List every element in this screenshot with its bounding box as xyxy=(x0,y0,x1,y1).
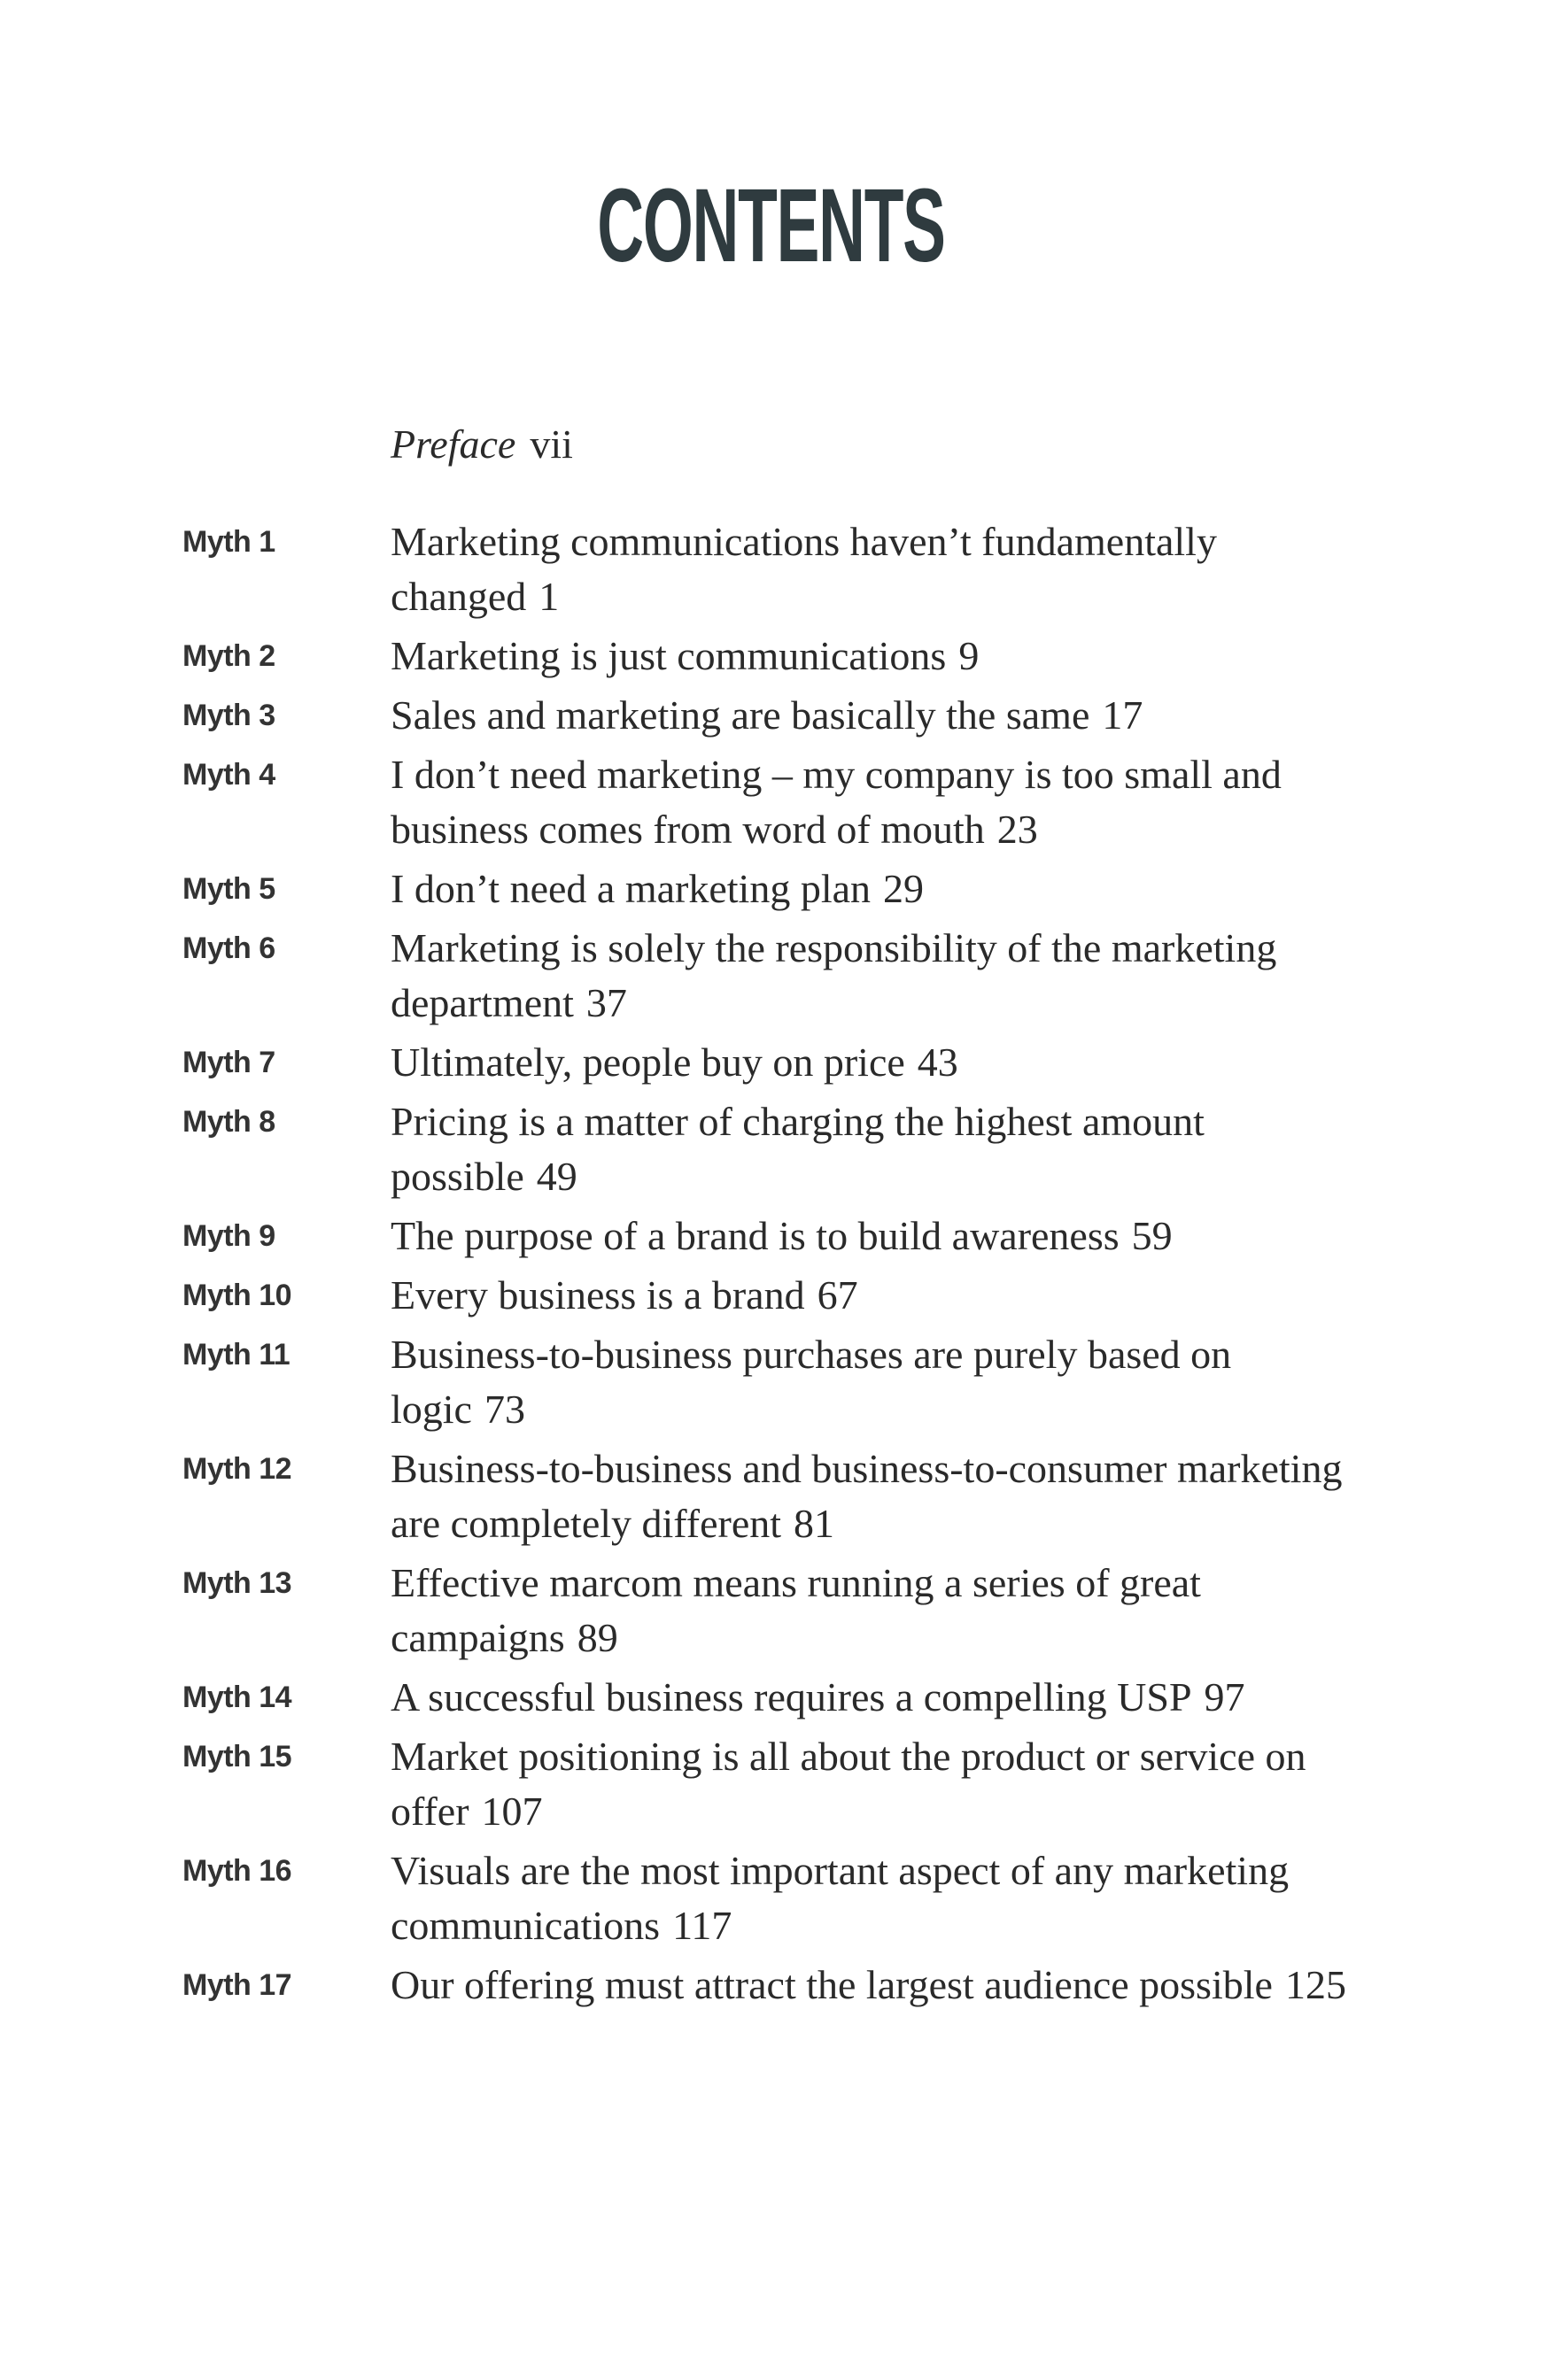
toc-entry xyxy=(182,514,1369,624)
entry-title: I don’t need marketing – my company is too small and business comes from word of mouth xyxy=(391,752,1282,852)
entry-title: The purpose of a brand is to build awareness xyxy=(391,1213,1120,1258)
toc-entry xyxy=(182,1035,1369,1090)
entry-title: Our offering must attract the largest audience possible xyxy=(391,1962,1273,2007)
preface-label: Preface xyxy=(391,421,516,467)
entry-title: Marketing is just communications xyxy=(391,633,947,678)
entry-page-number: 17 xyxy=(1102,692,1143,738)
entry-text xyxy=(391,1327,1356,1437)
preface-page: vii xyxy=(530,421,573,467)
entry-page-number: 117 xyxy=(672,1903,732,1948)
toc-entry xyxy=(182,688,1369,743)
toc-entry xyxy=(182,1327,1369,1437)
page-title xyxy=(0,167,1542,284)
toc-entry-preface xyxy=(391,417,573,472)
myth-label: Myth 13 xyxy=(182,1566,292,1600)
entry-text xyxy=(391,1094,1356,1204)
entry-text xyxy=(391,1035,1356,1090)
entry-page-number: 81 xyxy=(794,1501,835,1546)
entry-text xyxy=(391,1670,1356,1725)
entry-text xyxy=(391,629,1356,684)
toc-entry xyxy=(182,1094,1369,1204)
toc-entry xyxy=(182,1670,1369,1725)
page-title-text: CONTENTS xyxy=(597,167,945,284)
entry-text xyxy=(391,1729,1356,1839)
entry-title: Business-to-business and business-to-consumer marketing are completely different xyxy=(391,1446,1343,1546)
myth-label: Myth 14 xyxy=(182,1681,292,1714)
entry-title: Market positioning is all about the product or service on offer xyxy=(391,1734,1306,1834)
toc-entry xyxy=(182,747,1369,857)
myth-label: Myth 16 xyxy=(182,1854,292,1888)
entry-title: Visuals are the most important aspect of any marketing communications xyxy=(391,1848,1290,1948)
entry-text xyxy=(391,862,1356,916)
myth-label: Myth 17 xyxy=(182,1968,292,2002)
toc-entry xyxy=(182,1441,1369,1551)
entry-title: Pricing is a matter of charging the highest amount possible xyxy=(391,1099,1205,1199)
toc-entry xyxy=(182,1209,1369,1263)
myth-label: Myth 2 xyxy=(182,639,275,673)
entry-title: I don’t need a marketing plan xyxy=(391,866,872,911)
entry-text xyxy=(391,1958,1356,2013)
toc-entry xyxy=(182,921,1369,1031)
toc-entry xyxy=(182,629,1369,684)
myth-label: Myth 7 xyxy=(182,1046,275,1079)
entry-text xyxy=(391,1441,1356,1551)
toc-entry xyxy=(182,1958,1369,2013)
toc-entry xyxy=(182,1729,1369,1839)
entry-page-number: 107 xyxy=(481,1789,543,1834)
entry-page-number: 73 xyxy=(484,1387,525,1432)
myth-label: Myth 6 xyxy=(182,931,275,965)
entry-title: Marketing is solely the responsibility of the marketing department xyxy=(391,925,1277,1025)
entry-text xyxy=(391,514,1356,624)
entry-page-number: 37 xyxy=(585,980,627,1025)
entry-title: A successful business requires a compelling USP xyxy=(391,1674,1192,1719)
myth-label: Myth 1 xyxy=(182,525,275,559)
entry-page-number: 49 xyxy=(536,1154,577,1199)
myth-label: Myth 11 xyxy=(182,1338,291,1372)
myth-label: Myth 15 xyxy=(182,1740,292,1773)
entry-page-number: 23 xyxy=(996,807,1038,852)
entry-page-number: 9 xyxy=(958,633,980,678)
entry-page-number: 29 xyxy=(883,866,925,911)
entry-page-number: 43 xyxy=(917,1039,958,1085)
toc-list xyxy=(182,514,1369,2017)
entry-text xyxy=(391,747,1356,857)
toc-entry xyxy=(182,1268,1369,1323)
entry-page-number: 125 xyxy=(1284,1962,1346,2007)
myth-label: Myth 5 xyxy=(182,872,275,906)
myth-label: Myth 10 xyxy=(182,1279,292,1312)
entry-title: Business-to-business purchases are purely based on logic xyxy=(391,1332,1232,1432)
myth-label: Myth 3 xyxy=(182,699,275,732)
myth-label: Myth 12 xyxy=(182,1452,292,1486)
entry-title: Ultimately, people buy on price xyxy=(391,1039,905,1085)
entry-page-number: 1 xyxy=(539,574,560,619)
entry-text xyxy=(391,1268,1356,1323)
entry-title: Effective marcom means running a series of great campaigns xyxy=(391,1560,1201,1660)
entry-title: Every business is a brand xyxy=(391,1272,805,1318)
entry-page-number: 59 xyxy=(1131,1213,1173,1258)
entry-page-number: 67 xyxy=(817,1272,858,1318)
entry-title: Marketing communications haven’t fundamentally changed xyxy=(391,519,1217,619)
myth-label: Myth 8 xyxy=(182,1105,275,1139)
myth-label: Myth 4 xyxy=(182,758,275,792)
entry-page-number: 97 xyxy=(1204,1674,1245,1719)
entry-text xyxy=(391,1843,1356,1953)
entry-text xyxy=(391,1556,1356,1665)
entry-text xyxy=(391,921,1356,1031)
toc-entry xyxy=(182,1843,1369,1953)
toc-entry xyxy=(182,1556,1369,1665)
entry-title: Sales and marketing are basically the same xyxy=(391,692,1090,738)
entry-text xyxy=(391,1209,1356,1263)
myth-label: Myth 9 xyxy=(182,1219,275,1253)
entry-text xyxy=(391,688,1356,743)
toc-entry xyxy=(182,862,1369,916)
entry-page-number: 89 xyxy=(577,1615,618,1660)
